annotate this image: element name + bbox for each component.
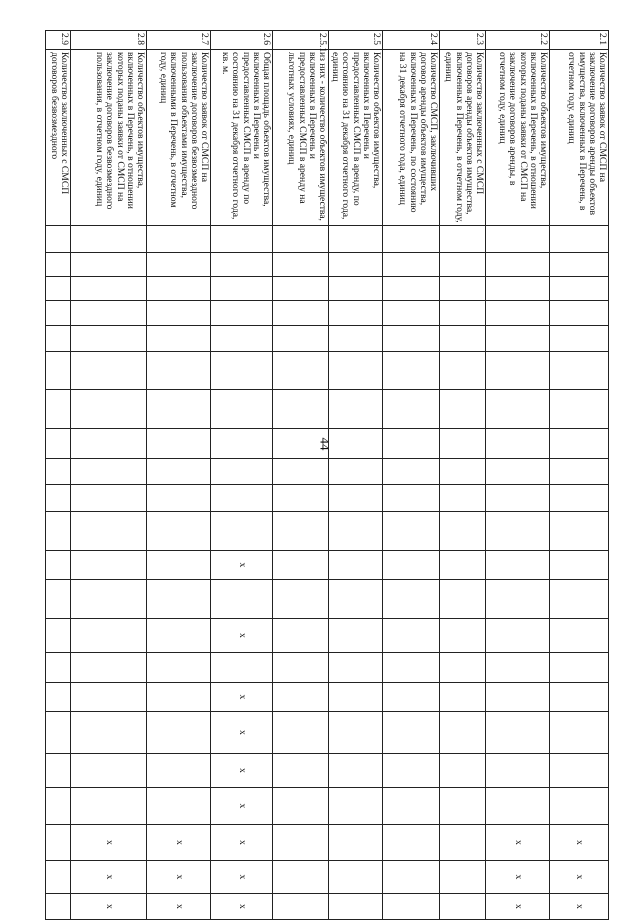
- value-cell: [550, 580, 609, 619]
- value-cell: [328, 619, 382, 653]
- value-cell: [328, 825, 382, 861]
- table-row: [70, 31, 146, 920]
- table-row: [550, 31, 609, 920]
- value-cell: [440, 512, 486, 551]
- value-cell: [383, 825, 440, 861]
- value-cell: [45, 277, 70, 301]
- value-cell: [210, 226, 272, 253]
- value-cell: [210, 459, 272, 485]
- value-cell: [440, 825, 486, 861]
- value-cell: [328, 580, 382, 619]
- value-cell: [70, 754, 146, 788]
- not-applicable-mark: x: [210, 754, 272, 788]
- row-number: 2.1: [550, 31, 609, 50]
- value-cell: [45, 825, 70, 861]
- value-cell: [383, 653, 440, 683]
- value-cell: [70, 683, 146, 712]
- value-cell: [440, 653, 486, 683]
- value-cell: [70, 253, 146, 277]
- value-cell: [440, 485, 486, 512]
- not-applicable-mark: x: [210, 788, 272, 825]
- value-cell: [486, 712, 550, 754]
- value-cell: [70, 580, 146, 619]
- table-row: [328, 31, 382, 920]
- value-cell: [328, 352, 382, 390]
- value-cell: [328, 712, 382, 754]
- value-cell: [328, 512, 382, 551]
- value-cell: [45, 894, 70, 920]
- value-cell: [440, 429, 486, 459]
- value-cell: [45, 683, 70, 712]
- value-cell: [272, 619, 328, 653]
- value-cell: [45, 226, 70, 253]
- value-cell: [440, 788, 486, 825]
- value-cell: [486, 683, 550, 712]
- value-cell: [550, 301, 609, 326]
- value-cell: [328, 326, 382, 352]
- not-applicable-mark: x: [210, 619, 272, 653]
- value-cell: [272, 277, 328, 301]
- value-cell: [383, 551, 440, 580]
- value-cell: [440, 861, 486, 894]
- value-cell: [486, 352, 550, 390]
- row-label: Количество объектов имущества, включенных в Перечень и предоставленных СМСП в аренду, по состоянию на 31 декабря отчетного года, единиц: [328, 50, 382, 226]
- value-cell: [486, 301, 550, 326]
- row-number: 2.5.1: [272, 31, 328, 50]
- value-cell: [272, 485, 328, 512]
- value-cell: [70, 429, 146, 459]
- value-cell: [272, 253, 328, 277]
- value-cell: [146, 619, 210, 653]
- value-cell: [486, 326, 550, 352]
- value-cell: [70, 788, 146, 825]
- value-cell: [146, 326, 210, 352]
- value-cell: [45, 429, 70, 459]
- value-cell: [383, 712, 440, 754]
- value-cell: [45, 459, 70, 485]
- value-cell: [550, 390, 609, 429]
- value-cell: [550, 788, 609, 825]
- not-applicable-mark: x: [550, 894, 609, 920]
- value-cell: [383, 683, 440, 712]
- value-cell: [210, 277, 272, 301]
- value-cell: [550, 485, 609, 512]
- not-applicable-mark: x: [210, 683, 272, 712]
- value-cell: [146, 253, 210, 277]
- value-cell: [328, 754, 382, 788]
- value-cell: [550, 683, 609, 712]
- value-cell: [146, 226, 210, 253]
- value-cell: [70, 619, 146, 653]
- value-cell: [272, 429, 328, 459]
- indicator-table: [45, 30, 609, 920]
- value-cell: [146, 485, 210, 512]
- value-cell: [272, 825, 328, 861]
- value-cell: [383, 619, 440, 653]
- value-cell: [383, 485, 440, 512]
- value-cell: [328, 485, 382, 512]
- value-cell: [550, 459, 609, 485]
- value-cell: [272, 683, 328, 712]
- row-label: Количество заключенных с СМСП договоров аренды объектов имущества, включенных в Перечень, в отчетном году, единиц: [440, 50, 486, 226]
- value-cell: [272, 390, 328, 429]
- not-applicable-mark: x: [210, 894, 272, 920]
- table-row: [45, 31, 70, 920]
- value-cell: [383, 429, 440, 459]
- value-cell: [440, 754, 486, 788]
- value-cell: [70, 551, 146, 580]
- value-cell: [272, 326, 328, 352]
- table-row: [146, 31, 210, 920]
- value-cell: [383, 326, 440, 352]
- value-cell: [210, 352, 272, 390]
- value-cell: [272, 459, 328, 485]
- value-cell: [486, 429, 550, 459]
- value-cell: [45, 485, 70, 512]
- value-cell: [328, 277, 382, 301]
- value-cell: [210, 301, 272, 326]
- table-row: [440, 31, 486, 920]
- value-cell: [146, 653, 210, 683]
- value-cell: [70, 459, 146, 485]
- value-cell: [146, 712, 210, 754]
- page-number: 44: [317, 437, 333, 451]
- value-cell: [210, 326, 272, 352]
- value-cell: [440, 459, 486, 485]
- value-cell: [486, 459, 550, 485]
- value-cell: [550, 551, 609, 580]
- value-cell: [45, 788, 70, 825]
- not-applicable-mark: x: [486, 861, 550, 894]
- value-cell: [486, 580, 550, 619]
- report-table-sheet: [48, 30, 609, 909]
- value-cell: [486, 754, 550, 788]
- value-cell: [45, 301, 70, 326]
- value-cell: [210, 253, 272, 277]
- row-number: 2.7: [146, 31, 210, 50]
- value-cell: [550, 226, 609, 253]
- value-cell: [486, 390, 550, 429]
- value-cell: [328, 653, 382, 683]
- row-label: Количество объектов имущества, включенных в Перечень, в отношении которых поданы заявки от СМСП на заключение договоров аренды, в отчетном году, единиц: [486, 50, 550, 226]
- value-cell: [272, 861, 328, 894]
- value-cell: [45, 352, 70, 390]
- value-cell: [45, 326, 70, 352]
- table-row: [383, 31, 440, 920]
- value-cell: [210, 485, 272, 512]
- value-cell: [383, 512, 440, 551]
- value-cell: [272, 894, 328, 920]
- value-cell: [440, 580, 486, 619]
- value-cell: [383, 390, 440, 429]
- row-label: Общая площадь объектов имущества, включенных в Перечень и предоставленных СМСП в аренду по состоянию на 31 декабря отчетного года, кв. м.: [210, 50, 272, 226]
- value-cell: [383, 253, 440, 277]
- value-cell: [272, 653, 328, 683]
- value-cell: [550, 277, 609, 301]
- value-cell: [70, 390, 146, 429]
- value-cell: [486, 226, 550, 253]
- table-row: [272, 31, 328, 920]
- not-applicable-mark: x: [146, 861, 210, 894]
- row-number: 2.5: [328, 31, 382, 50]
- value-cell: [70, 653, 146, 683]
- value-cell: [45, 512, 70, 551]
- not-applicable-mark: x: [550, 861, 609, 894]
- value-cell: [328, 253, 382, 277]
- row-label: Количество заявок от СМСП на заключение договоров аренды объектов имущества, включенных в Перечень, в отчетном году, единиц: [550, 50, 609, 226]
- value-cell: [383, 861, 440, 894]
- value-cell: [146, 459, 210, 485]
- value-cell: [210, 512, 272, 551]
- value-cell: [486, 619, 550, 653]
- value-cell: [486, 253, 550, 277]
- value-cell: [440, 226, 486, 253]
- value-cell: [440, 277, 486, 301]
- not-applicable-mark: x: [146, 825, 210, 861]
- not-applicable-mark: x: [70, 894, 146, 920]
- value-cell: [146, 551, 210, 580]
- row-label: Количество заявок от СМСП на заключение договоров безвозмездного пользования объектами имущества, включенными в Перечень, в отчетном году, единиц: [146, 50, 210, 226]
- not-applicable-mark: x: [210, 712, 272, 754]
- value-cell: [328, 226, 382, 253]
- value-cell: [440, 683, 486, 712]
- row-number: 2.8: [70, 31, 146, 50]
- not-applicable-mark: x: [70, 861, 146, 894]
- row-number: 2.9: [45, 31, 70, 50]
- value-cell: [383, 459, 440, 485]
- row-label: Количество объектов имущества, включенных в Перечень, в отношении которых поданы заявки от СМСП на заключение договоров безвозмездного пользования, в отчетном году, единиц: [70, 50, 146, 226]
- value-cell: [210, 653, 272, 683]
- value-cell: [383, 788, 440, 825]
- value-cell: [45, 754, 70, 788]
- not-applicable-mark: x: [210, 861, 272, 894]
- not-applicable-mark: x: [146, 894, 210, 920]
- row-label: Количество СМСП, заключивших договор аренды объектов имущества, включенных в Перечень, по состоянию на 31 декабря отчетного года, единиц: [383, 50, 440, 226]
- value-cell: [45, 619, 70, 653]
- value-cell: [272, 712, 328, 754]
- value-cell: [272, 352, 328, 390]
- value-cell: [146, 512, 210, 551]
- not-applicable-mark: x: [210, 825, 272, 861]
- value-cell: [550, 619, 609, 653]
- value-cell: [45, 861, 70, 894]
- value-cell: [383, 352, 440, 390]
- value-cell: [70, 352, 146, 390]
- not-applicable-mark: x: [486, 894, 550, 920]
- value-cell: [486, 485, 550, 512]
- value-cell: [272, 301, 328, 326]
- row-number: 2.4: [383, 31, 440, 50]
- value-cell: [440, 352, 486, 390]
- value-cell: [328, 683, 382, 712]
- value-cell: [440, 551, 486, 580]
- value-cell: [210, 429, 272, 459]
- value-cell: [70, 326, 146, 352]
- value-cell: [210, 580, 272, 619]
- value-cell: [45, 551, 70, 580]
- value-cell: [70, 301, 146, 326]
- value-cell: [383, 226, 440, 253]
- value-cell: [383, 894, 440, 920]
- value-cell: [146, 352, 210, 390]
- value-cell: [272, 788, 328, 825]
- value-cell: [550, 253, 609, 277]
- value-cell: [383, 580, 440, 619]
- value-cell: [146, 788, 210, 825]
- value-cell: [440, 390, 486, 429]
- value-cell: [210, 390, 272, 429]
- value-cell: [550, 653, 609, 683]
- not-applicable-mark: x: [486, 825, 550, 861]
- row-number: 2.2: [486, 31, 550, 50]
- value-cell: [45, 580, 70, 619]
- value-cell: [440, 301, 486, 326]
- value-cell: [486, 512, 550, 551]
- value-cell: [383, 277, 440, 301]
- value-cell: [383, 301, 440, 326]
- value-cell: [70, 226, 146, 253]
- value-cell: [146, 429, 210, 459]
- value-cell: [550, 352, 609, 390]
- value-cell: [440, 326, 486, 352]
- value-cell: [550, 326, 609, 352]
- value-cell: [272, 512, 328, 551]
- value-cell: [328, 301, 382, 326]
- not-applicable-mark: x: [70, 825, 146, 861]
- value-cell: [383, 754, 440, 788]
- value-cell: [45, 712, 70, 754]
- table-row: [486, 31, 550, 920]
- value-cell: [45, 253, 70, 277]
- value-cell: [550, 429, 609, 459]
- value-cell: [550, 512, 609, 551]
- value-cell: [70, 712, 146, 754]
- value-cell: [272, 226, 328, 253]
- value-cell: [486, 551, 550, 580]
- value-cell: [45, 653, 70, 683]
- value-cell: [440, 712, 486, 754]
- value-cell: [146, 390, 210, 429]
- value-cell: [146, 301, 210, 326]
- value-cell: [328, 429, 382, 459]
- value-cell: [440, 253, 486, 277]
- value-cell: [550, 712, 609, 754]
- value-cell: [486, 788, 550, 825]
- value-cell: [146, 580, 210, 619]
- value-cell: [146, 683, 210, 712]
- value-cell: [328, 894, 382, 920]
- row-label: из них - количество объектов имущества, включенных в Перечень и предоставленных СМСП в аренду на льготных условиях, единиц: [272, 50, 328, 226]
- value-cell: [440, 619, 486, 653]
- value-cell: [146, 277, 210, 301]
- value-cell: [440, 894, 486, 920]
- row-number: 2.3: [440, 31, 486, 50]
- value-cell: [45, 390, 70, 429]
- value-cell: [550, 754, 609, 788]
- value-cell: [272, 754, 328, 788]
- value-cell: [328, 788, 382, 825]
- not-applicable-mark: x: [550, 825, 609, 861]
- value-cell: [328, 390, 382, 429]
- row-label: Количество заключенных с СМСП договоров безвозмездного: [45, 50, 70, 226]
- value-cell: [146, 754, 210, 788]
- value-cell: [70, 512, 146, 551]
- value-cell: [272, 551, 328, 580]
- value-cell: [486, 653, 550, 683]
- value-cell: [328, 459, 382, 485]
- value-cell: [70, 485, 146, 512]
- not-applicable-mark: x: [210, 551, 272, 580]
- value-cell: [328, 861, 382, 894]
- value-cell: [486, 277, 550, 301]
- table-row: [210, 31, 272, 920]
- value-cell: [328, 551, 382, 580]
- value-cell: [272, 580, 328, 619]
- value-cell: [70, 277, 146, 301]
- row-number: 2.6: [210, 31, 272, 50]
